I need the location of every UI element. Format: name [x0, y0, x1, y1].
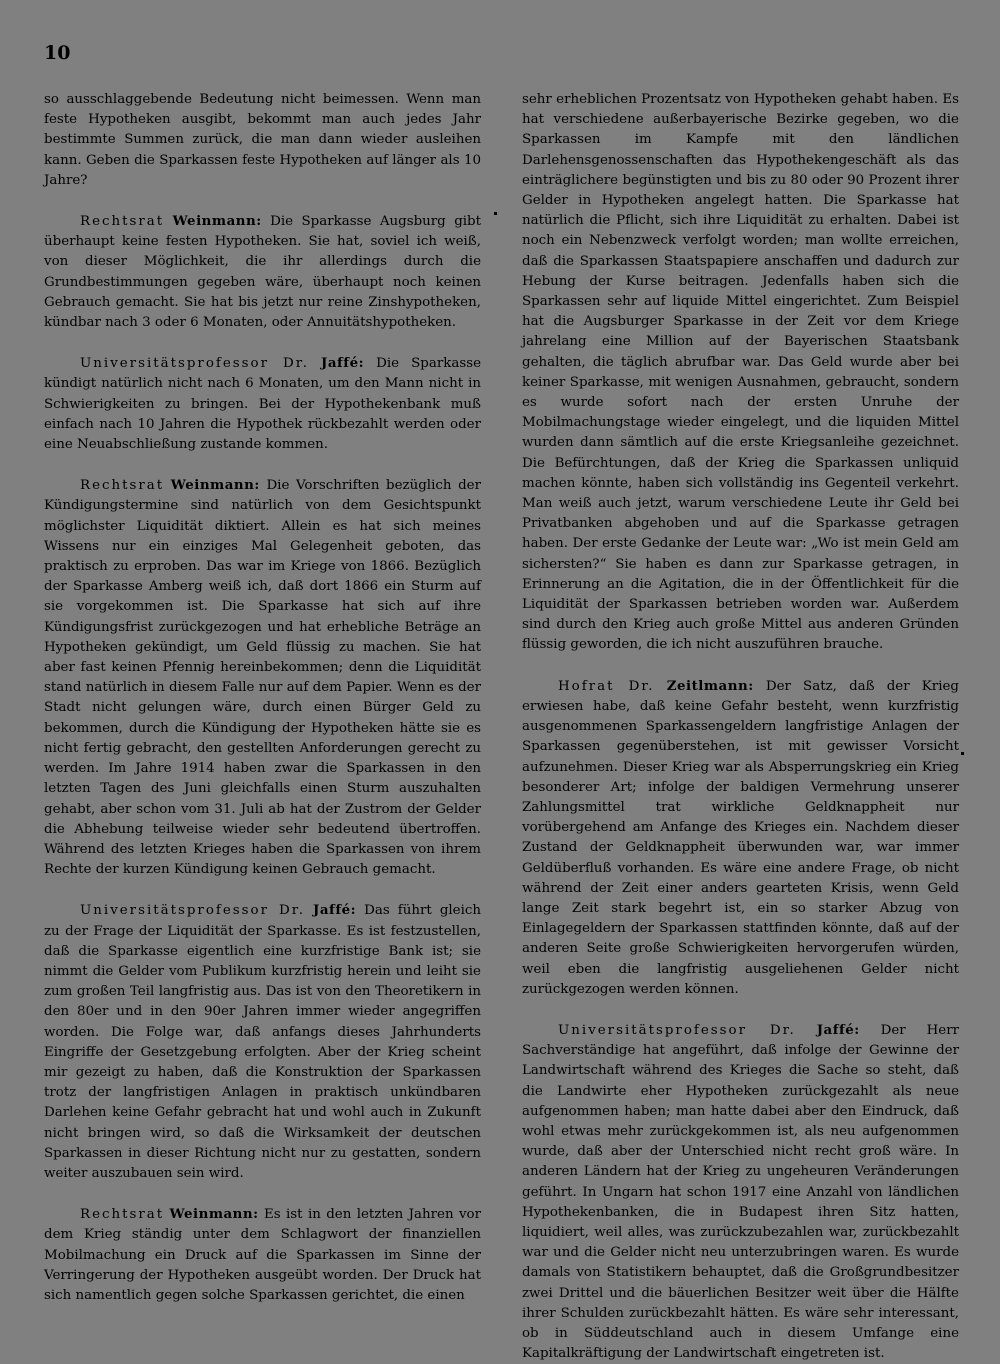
- speaker-title: Rechtsrat: [80, 1207, 165, 1223]
- right-column: [522, 90, 959, 1364]
- speech-weinmann-2: [44, 475, 481, 880]
- page-number: 10: [44, 42, 71, 64]
- speaker-name: Jaffé:: [816, 1021, 860, 1038]
- speech-jaffe-3: [522, 1020, 959, 1364]
- speech-weinmann-3: [44, 1204, 481, 1306]
- right-opening-paragraph: sehr erheblichen Prozentsatz von Hypotheken gehabt haben. Es hat verschiedene außerbayerische Bezirke gegeben, wo die Sparkassen im Kampfe mit den ländlichen Darlehensgenossenschaften das Hypothekengeschäft als das einträglichere begünstigten und bis zu 80 oder 90 Prozent ihrer Gelder in Hypotheken angelegt hatten. Die Sparkasse hat natürlich die Pflicht, sich ihre Liquidität zu erhalten. Dabei ist noch ein Nebenzweck verfolgt worden; man wollte erreichen, daß die Sparkassen Staatspapiere anschaffen und dadurch zur Hebung der Kurse beitragen. Jedenfalls haben sich die Sparkassen sehr auf liquide Mittel eingerichtet. Zum Beispiel hat die Augsburger Sparkasse in der Zeit vor dem Kriege jahrelang eine Million auf der Bayerischen Staatsbank gehalten, die täglich abrufbar war. Das Geld wurde aber bei keiner Sparkasse, mit wenigen Ausnahmen, gebraucht, sondern es wurde sofort nach der ersten Unruhe der Mobilmachungstage wieder eingelegt, und die liquiden Mittel wurden dann sämtlich auf die erste Kriegsanleihe gezeichnet. Die Befürchtungen, daß der Krieg die Sparkassen unliquid machen könnte, haben sich vollständig ins Gegenteil verkehrt. Man weiß auch jetzt, warum verschiedene Leute ihr Geld bei Privatbanken abgehoben und auf die Sparkasse getragen haben. Der erste Gedanke der Leute war: „Wo ist mein Geld am sichersten?“ Sie haben es dann zur Sparkasse getragen, in Erinnerung an die Agitation, die in der Öffentlichkeit für die Liquidität der Sparkassen betrieben worden war. Außerdem sind durch den Krieg auch große Mittel aus anderen Gründen flüssig geworden, die ich nicht auszuführen brauche.: [522, 92, 959, 653]
- speaker-name: Weinmann:: [170, 477, 260, 494]
- speaker-title: Hofrat Dr.: [558, 678, 655, 694]
- speaker-name: Weinmann:: [172, 213, 262, 230]
- left-column: [44, 90, 481, 1306]
- speech-text: Die Vorschriften bezüglich der Kündigungstermine sind natürlich von dem Gesichtspunkt möglichster Liquidität diktiert. Allein es hat sich meines Wissens nur ein einziges Mal Gelegenheit geboten, das praktisch zu erproben. Das war im Kriege von 1866. Bezüglich der Sparkasse Amberg weiß ich, daß dort 1866 ein Sturm auf sie vorgekommen ist. Die Sparkasse hat sich auf ihre Kündigungsfrist zurückgezogen und hat erhebliche Beträge an Hypotheken gekündigt, um Geld flüssig zu machen. Sie hat aber fast keinen Pfennig hereinbekommen; denn die Liquidität stand natürlich in diesem Falle nur auf dem Papier. Wenn es der Stadt nicht gelungen wäre, durch einen Bürger Geld zu bekommen, durch die Kündigung der Hypotheken hätte sie es nicht fertig gebracht, den gestellten Anforderungen gerecht zu werden. Im Jahre 1914 haben zwar die Sparkassen in den letzten Tagen des Juni gleichfalls einen Sturm auszuhalten gehabt, aber schon vom 31. Juli ab hat der Zustrom der Gelder die Abhebung teilweise wieder sehr bedeutend übertroffen. Während des letzten Krieges haben die Sparkassen von ihrem Rechte der kurzen Kündigung keinen Gebrauch gemacht.: [44, 478, 481, 878]
- speech-text: Das führt gleich zu der Frage der Liquidität der Sparkasse. Es ist festzustellen, daß die Sparkasse eigentlich eine kurzfristige Bank ist; sie nimmt die Gelder vom Publikum kurzfristig herein und leiht sie zum großen Teil langfristig aus. Das ist von den Theoretikern in den 80er und in den 90er Jahren immer wieder angegriffen worden. Die Folge war, daß anfangs dieses Jahrhunderts Eingriffe der Gesetzgebung erfolgten. Aber der Krieg scheint mir gezeigt zu haben, daß die Konstruktion der Sparkassen trotz der langfristigen Anlagen in praktisch unkündbaren Darlehen keine Gefahr gebracht hat und wohl auch in Zukunft nicht bringen wird, so daß die Wirksamkeit der deutschen Sparkassen in dieser Richtung nicht nur zu gestatten, sondern weiter auszubauen sein wird.: [44, 903, 482, 1181]
- print-speck-mark: [961, 752, 964, 755]
- speech-text: Die Sparkasse kündigt natürlich nicht nach 6 Monaten, um den Mann nicht in Schwierigkeiten zu bringen. Bei der Hypothekenbank muß einfach nach 10 Jahren die Hypothek rückbezahlt werden oder eine Neuabschließung zustande kommen.: [44, 356, 481, 453]
- speaker-name: Zeitlmann:: [666, 677, 754, 694]
- speaker-name: Weinmann:: [169, 1206, 259, 1223]
- speech-text: Der Satz, daß der Krieg erwiesen habe, daß keine Gefahr besteht, wenn kurzfristig ausgenommenen Sparkassengeldern langfristige Anlagen der Sparkassen gegenüberstehen, ist mit gewisser Vorsicht aufzunehmen. Dieser Krieg war als Absperrungskrieg ein Krieg besonderer Art; infolge der baldigen Vermehrung unserer Zahlungsmittel trat wirkliche Geldknappheit nur vorübergehend am Anfange des Krieges ein. Nachdem dieser Zustand der Geldknappheit überwunden war, war immer Geldüberfluß vorhanden. Es wäre eine andere Frage, ob nicht während der Zeit einer anders gearteten Krisis, wenn Geld lange Zeit stark begehrt ist, ein so starker Abzug von Einlagegeldern der Sparkassen stattfinden könnte, daß auf der anderen Seite große Schwierigkeiten hervorgerufen würden, weil eben die langfristig ausgeliehenen Gelder nicht zurückgezogen werden können.: [522, 678, 959, 997]
- speaker-name: Jaffé:: [321, 355, 365, 372]
- speaker-title: Universitätsprofessor Dr.: [558, 1022, 796, 1038]
- speaker-title: Rechtsrat: [80, 214, 165, 230]
- print-speck-mark: [494, 212, 497, 215]
- speech-text: Der Herr Sachverständige hat angeführt, daß infolge der Gewinne der Landwirtschaft während des Krieges die Sache so steht, daß die Landwirte eher Hypotheken zurückgezahlt als neue aufgenommen haben; man hatte dabei aber den Eindruck, daß wohl etwas mehr zurückgekommen ist, als neu aufgenommen wurde, daß aber der Unterschied nicht recht groß wäre. In anderen Ländern hat der Krieg zu ungeheuren Veränderungen geführt. In Ungarn hat schon 1917 eine Anzahl von ländlichen Hypothekenbanken, die in Budapest ihren Sitz hatten, liquidiert, weil alles, was zurückzubezahlen war, zurückbezahlt war und die Gelder nicht neu unterzubringen waren. Es wurde damals von Statistikern behauptet, daß die Großgrundbesitzer zwei Drittel und die bäuerlichen Besitzer weit über die Hälfte ihrer Schulden zurückbezahlt hätten. Es wäre sehr interessant, ob in Süddeutschland auch in diesem Umfange eine Kapitalkräftigung der Landwirtschaft eingetreten ist.: [522, 1022, 959, 1362]
- speaker-title: Universitätsprofessor Dr.: [80, 356, 309, 372]
- speaker-title: Universitätsprofessor Dr.: [80, 903, 305, 919]
- speech-text: Die Sparkasse Augsburg gibt überhaupt keine festen Hypotheken. Sie hat, soviel ich weiß, von dieser Möglichkeit, die ihr allerdings durch die Grundbestimmungen gegeben wäre, überhaupt noch keinen Gebrauch gemacht. Sie hat bis jetzt nur reine Zinshypotheken, kündbar nach 3 oder 6 Monaten, oder Annuitätshypotheken.: [44, 214, 482, 331]
- speaker-title: Rechtsrat: [80, 478, 165, 494]
- speech-text: Es ist in den letzten Jahren vor dem Krieg ständig unter dem Schlagwort der finanziellen Mobilmachung ein Druck auf die Sparkassen im Sinne der Verringerung der Hypotheken ausgeübt worden. Der Druck hat sich namentlich gegen solche Sparkassen gerichtet, die einen: [44, 1207, 482, 1303]
- speech-zeitlmann-1: [522, 676, 959, 1000]
- speech-jaffe-2: [44, 900, 481, 1184]
- speaker-name: Jaffé:: [313, 902, 357, 919]
- speech-jaffe-1: [44, 353, 481, 455]
- left-opening-paragraph: so ausschlaggebende Bedeutung nicht beimessen. Wenn man feste Hypotheken ausgibt, bekommt man auch jedes Jahr bestimmte Summen zurück, die man dann wieder ausleihen kann. Geben die Sparkassen feste Hypotheken auf länger als 10 Jahre?: [44, 92, 481, 188]
- speech-weinmann-1: [44, 211, 481, 333]
